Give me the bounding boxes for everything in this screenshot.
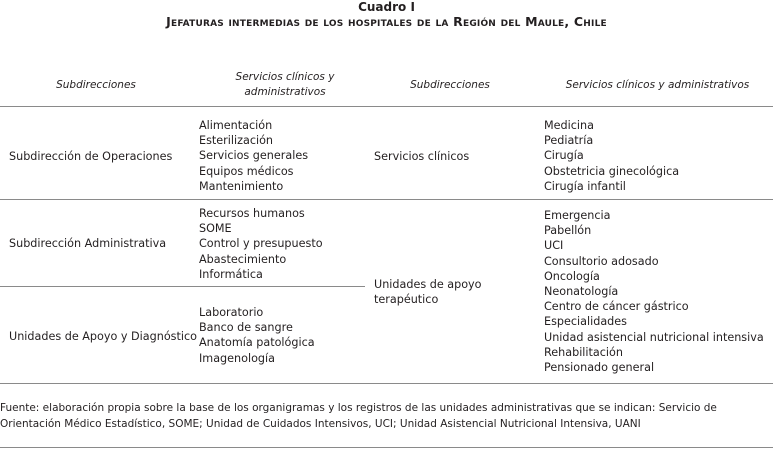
list-item: Equipos médicos [199,164,294,178]
list-item: Cirugía [544,149,584,163]
header-servicios-left: Servicios clínicos y administrativos [235,71,335,98]
list-item: Rehabilitación [544,345,623,359]
list-item: Cirugía infantil [544,179,626,193]
table-bottom-rule [0,383,773,384]
list-item: Pabellón [544,224,592,238]
list-item: Esterilización [199,134,274,148]
list-item: Oncología [544,269,600,283]
list-item: Servicios generales [199,149,309,163]
list-item: Imagenología [199,351,275,365]
list-item: Consultorio adosado [544,254,659,268]
servicios-operaciones-list [199,118,308,194]
servicios-administrativa-list [199,206,323,282]
list-item: Alimentación [199,119,273,132]
table-number: Cuadro I [358,0,415,14]
header-servicios-right: Servicios clínicos y administrativos [565,79,750,91]
list-item: Pediatría [544,134,594,148]
subdireccion-apoyo-terapeutico [374,277,482,307]
header-rule [0,106,773,107]
list-item: UCI [544,239,564,253]
subdireccion-apoyo-diagnostico: Unidades de Apoyo y Diagnóstico [9,330,197,343]
list-item: Laboratorio [199,306,264,319]
servicios-clinicos-list [544,118,679,194]
servicios-apoyo-diagnostico-list [199,305,315,366]
list-item: Centro de cáncer gástrico [544,300,689,314]
list-item: Mantenimiento [199,179,284,193]
page-bottom-rule [0,447,773,448]
list-item: Control y presupuesto [199,237,323,251]
row-rule-2 [0,286,365,287]
subdireccion-apoyo-terapeutico-line1: Unidades de apoyo [374,278,482,291]
list-item: Neonatología [544,284,619,298]
list-item: Medicina [544,119,594,132]
list-item: Abastecimiento [199,252,287,266]
list-item: Informática [199,267,263,281]
list-item: Pensionado general [544,360,655,374]
source-note: Fuente: elaboración propia sobre la base de los organigramas y los registros de las unidades administrativas que se indican: Servicio de Orientación Médico Estadístico, SOME; Unidad de Cuidados Intensivos, UCI; Unidad Asistencial Nutricional Intensiva, UANI [0,402,717,430]
list-item: Unidad asistencial nutricional intensiva [544,330,764,344]
list-item: Banco de sangre [199,321,293,335]
subdireccion-operaciones: Subdirección de Operaciones [9,150,173,163]
header-subdirecciones-right: Subdirecciones [410,79,490,91]
list-item: Obstetricia ginecológica [544,164,680,178]
row-rule-1 [0,199,773,200]
subdireccion-servicios-clinicos: Servicios clínicos [374,150,470,163]
subdireccion-apoyo-terapeutico-line2: terapéutico [374,293,439,306]
header-subdirecciones-left: Subdirecciones [56,79,136,91]
subdireccion-administrativa: Subdirección Administrativa [9,237,167,250]
table-title: Jefaturas intermedias de los hospitales de la Región del Maule, Chile [166,14,607,29]
list-item: Especialidades [544,315,627,329]
list-item: Emergencia [544,209,611,222]
list-item: Anatomía patológica [199,336,315,350]
list-item: SOME [199,222,232,236]
list-item: Recursos humanos [199,207,305,220]
servicios-apoyo-terapeutico-list [544,208,764,375]
